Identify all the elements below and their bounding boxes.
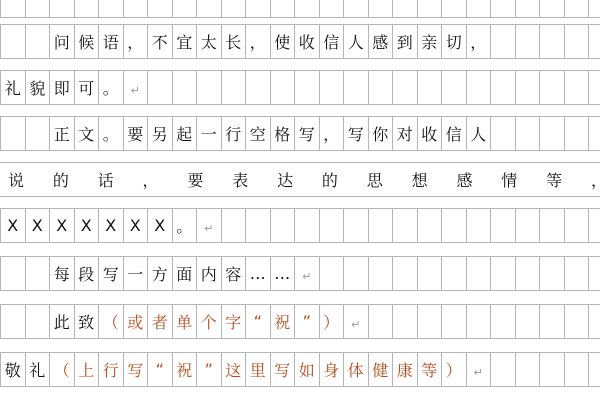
paragraph-mark-icon: ↵ [294, 257, 319, 290]
grid-cell: 容 [221, 257, 246, 290]
grid-cell [0, 305, 25, 338]
grid-line-2 [0, 70, 600, 105]
grid-cell [245, 0, 270, 17]
grid-cell [123, 0, 148, 17]
grid-cell [392, 305, 417, 338]
grid-cell [539, 305, 564, 338]
grid-cell [490, 25, 515, 58]
text-char: 情 [501, 171, 518, 190]
grid-cell: X [49, 209, 74, 242]
grid-cell: （ [98, 305, 123, 338]
grid-cell [564, 257, 589, 290]
grid-cell [147, 0, 172, 17]
grid-line-8 [0, 352, 600, 387]
grid-cell: 单 [172, 305, 197, 338]
grid-cell [343, 0, 368, 17]
grid-cell [270, 209, 295, 242]
grid-cell [172, 71, 197, 104]
grid-cell: 你 [368, 117, 393, 150]
grid-cell [588, 305, 613, 338]
grid-cell: 如 [294, 353, 319, 386]
grid-cell: 写 [294, 117, 319, 150]
grid-line-top [0, 0, 600, 18]
grid-cell [343, 257, 368, 290]
grid-cell [392, 209, 417, 242]
grid-cell: 方 [147, 257, 172, 290]
text-char: ， [142, 171, 159, 190]
grid-line-7 [0, 304, 600, 339]
grid-cell [564, 25, 589, 58]
grid-cell [588, 117, 613, 150]
grid-cell [588, 257, 613, 290]
grid-cell: X [98, 209, 123, 242]
grid-cell [270, 71, 295, 104]
grid-cell [368, 0, 393, 17]
grid-cell [74, 0, 99, 17]
grid-cell: 写 [270, 353, 295, 386]
grid-cell: X [0, 209, 25, 242]
grid-cell [392, 71, 417, 104]
text-char: 的 [52, 171, 69, 190]
grid-cell [441, 257, 466, 290]
grid-line-1 [0, 24, 600, 59]
grid-cell [221, 71, 246, 104]
grid-cell [294, 71, 319, 104]
grid-cell [417, 209, 442, 242]
grid-cell [466, 305, 491, 338]
grid-cell [466, 209, 491, 242]
grid-cell [221, 209, 246, 242]
grid-cell [0, 0, 25, 17]
grid-cell: 一 [123, 257, 148, 290]
grid-cell [490, 305, 515, 338]
grid-cell [319, 71, 344, 104]
grid-line-3 [0, 116, 600, 151]
grid-cell: ） [441, 353, 466, 386]
grid-cell: 敬 [0, 353, 25, 386]
grid-cell: 写 [343, 117, 368, 150]
grid-cell [515, 0, 540, 17]
grid-cell: 每 [49, 257, 74, 290]
grid-cell: 候 [74, 25, 99, 58]
grid-cell [25, 257, 50, 290]
grid-cell: 行 [98, 353, 123, 386]
grid-cell: 或 [123, 305, 148, 338]
grid-cell [564, 0, 589, 17]
text-char: 思 [366, 171, 383, 190]
grid-cell [564, 71, 589, 104]
grid-cell [294, 0, 319, 17]
grid-cell [319, 0, 344, 17]
grid-cell: 切 [441, 25, 466, 58]
grid-cell [245, 71, 270, 104]
grid-line-6 [0, 256, 600, 291]
grid-cell: X [123, 209, 148, 242]
paragraph-mark-icon: ↵ [466, 353, 491, 386]
grid-cell [221, 0, 246, 17]
grid-cell: 长 [221, 25, 246, 58]
grid-cell: 人 [343, 25, 368, 58]
text-char: 等 [546, 171, 563, 190]
grid-cell [490, 353, 515, 386]
grid-cell [25, 305, 50, 338]
grid-cell [515, 257, 540, 290]
grid-cell [294, 209, 319, 242]
grid-cell: 使 [270, 25, 295, 58]
grid-cell [490, 0, 515, 17]
grid-cell: 祝 [172, 353, 197, 386]
text-char: 感 [456, 171, 473, 190]
grid-cell: 致 [74, 305, 99, 338]
grid-cell: 人 [466, 117, 491, 150]
grid-line-5 [0, 208, 600, 243]
grid-cell: 面 [172, 257, 197, 290]
grid-cell [539, 25, 564, 58]
grid-cell [466, 71, 491, 104]
grid-cell: 文 [74, 117, 99, 150]
grid-cell [564, 209, 589, 242]
grid-cell [319, 257, 344, 290]
grid-cell [0, 257, 25, 290]
grid-cell: X [147, 209, 172, 242]
text-line-4 [0, 162, 608, 197]
grid-cell [343, 209, 368, 242]
paragraph-mark-icon: ↵ [196, 209, 221, 242]
grid-cell [588, 353, 613, 386]
grid-cell [368, 71, 393, 104]
grid-cell: 里 [245, 353, 270, 386]
grid-cell: ” [196, 353, 221, 386]
grid-cell [417, 71, 442, 104]
grid-cell: 。 [98, 117, 123, 150]
grid-cell: 貌 [25, 71, 50, 104]
grid-cell: 即 [49, 71, 74, 104]
grid-cell: 到 [392, 25, 417, 58]
grid-cell: 不 [147, 25, 172, 58]
grid-cell: 。 [172, 209, 197, 242]
grid-cell [417, 305, 442, 338]
grid-cell [564, 117, 589, 150]
grid-cell: 起 [172, 117, 197, 150]
grid-cell: 宜 [172, 25, 197, 58]
grid-cell [417, 257, 442, 290]
grid-cell [490, 209, 515, 242]
grid-cell [196, 0, 221, 17]
grid-cell: 身 [319, 353, 344, 386]
grid-cell [25, 117, 50, 150]
grid-cell: 上 [74, 353, 99, 386]
grid-cell: 另 [147, 117, 172, 150]
grid-cell: 收 [294, 25, 319, 58]
grid-cell: 祝 [270, 305, 295, 338]
grid-cell [539, 117, 564, 150]
grid-cell: 信 [319, 25, 344, 58]
paragraph-mark-icon: ↵ [343, 305, 368, 338]
grid-cell: 问 [49, 25, 74, 58]
grid-cell: 康 [392, 353, 417, 386]
grid-cell [245, 209, 270, 242]
grid-cell [588, 209, 613, 242]
grid-cell [49, 0, 74, 17]
grid-cell: ， [466, 25, 491, 58]
grid-cell: ， [245, 25, 270, 58]
grid-cell: ） [319, 305, 344, 338]
grid-cell: 行 [221, 117, 246, 150]
grid-cell [539, 353, 564, 386]
grid-cell [196, 71, 221, 104]
grid-cell: 太 [196, 25, 221, 58]
grid-cell [368, 257, 393, 290]
grid-cell: 要 [123, 117, 148, 150]
grid-cell [515, 71, 540, 104]
grid-cell: 感 [368, 25, 393, 58]
grid-cell [319, 209, 344, 242]
grid-cell [25, 0, 50, 17]
grid-cell: 此 [49, 305, 74, 338]
grid-cell: “ [147, 353, 172, 386]
grid-cell [98, 0, 123, 17]
grid-cell: ， [123, 25, 148, 58]
grid-cell: ， [319, 117, 344, 150]
grid-cell [392, 0, 417, 17]
grid-cell: 写 [98, 257, 123, 290]
grid-cell [417, 0, 442, 17]
grid-cell [539, 0, 564, 17]
text-char: 的 [321, 171, 338, 190]
grid-cell [466, 0, 491, 17]
grid-cell: 等 [417, 353, 442, 386]
grid-cell [564, 305, 589, 338]
grid-cell [539, 71, 564, 104]
text-char: ， [591, 171, 608, 190]
grid-cell [270, 0, 295, 17]
grid-cell [515, 209, 540, 242]
grid-cell: 礼 [0, 71, 25, 104]
grid-cell: X [74, 209, 99, 242]
grid-cell [25, 25, 50, 58]
grid-cell: 一 [196, 117, 221, 150]
grid-cell [588, 25, 613, 58]
grid-cell [515, 353, 540, 386]
grid-cell: 内 [196, 257, 221, 290]
grid-cell: 空 [245, 117, 270, 150]
grid-cell [564, 353, 589, 386]
grid-cell [0, 25, 25, 58]
grid-cell [368, 305, 393, 338]
grid-cell [539, 257, 564, 290]
grid-cell [441, 0, 466, 17]
grid-cell [368, 209, 393, 242]
grid-cell: 这 [221, 353, 246, 386]
grid-cell: （ [49, 353, 74, 386]
grid-cell [490, 71, 515, 104]
grid-cell: 健 [368, 353, 393, 386]
text-char: 达 [277, 171, 294, 190]
grid-cell: 格 [270, 117, 295, 150]
grid-cell: 。 [98, 71, 123, 104]
grid-cell: … [245, 257, 270, 290]
grid-cell [441, 209, 466, 242]
grid-cell: X [25, 209, 50, 242]
grid-cell: 写 [123, 353, 148, 386]
grid-cell: 语 [98, 25, 123, 58]
grid-cell: “ [245, 305, 270, 338]
grid-cell: 字 [221, 305, 246, 338]
grid-cell [515, 117, 540, 150]
grid-cell: 者 [147, 305, 172, 338]
grid-cell: 亲 [417, 25, 442, 58]
grid-cell: 对 [392, 117, 417, 150]
grid-cell [147, 71, 172, 104]
text-char: 想 [411, 171, 428, 190]
text-char: 要 [187, 171, 204, 190]
grid-cell: 个 [196, 305, 221, 338]
grid-cell: 收 [417, 117, 442, 150]
grid-cell [392, 257, 417, 290]
grid-cell [515, 305, 540, 338]
grid-cell [0, 117, 25, 150]
text-char: 说 [8, 171, 25, 190]
grid-cell: 正 [49, 117, 74, 150]
text-char: 话 [97, 171, 114, 190]
grid-cell [441, 71, 466, 104]
grid-cell: 信 [441, 117, 466, 150]
grid-cell: 体 [343, 353, 368, 386]
grid-cell [588, 0, 613, 17]
grid-cell: ” [294, 305, 319, 338]
text-char: 表 [232, 171, 249, 190]
grid-cell [490, 117, 515, 150]
grid-cell [515, 25, 540, 58]
grid-cell: … [270, 257, 295, 290]
grid-cell [441, 305, 466, 338]
grid-cell [172, 0, 197, 17]
grid-cell [466, 257, 491, 290]
grid-cell [343, 71, 368, 104]
grid-cell: 礼 [25, 353, 50, 386]
grid-cell [539, 209, 564, 242]
grid-cell: 可 [74, 71, 99, 104]
grid-cell [490, 257, 515, 290]
grid-cell: 段 [74, 257, 99, 290]
grid-cell [588, 71, 613, 104]
paragraph-mark-icon: ↵ [123, 71, 148, 104]
